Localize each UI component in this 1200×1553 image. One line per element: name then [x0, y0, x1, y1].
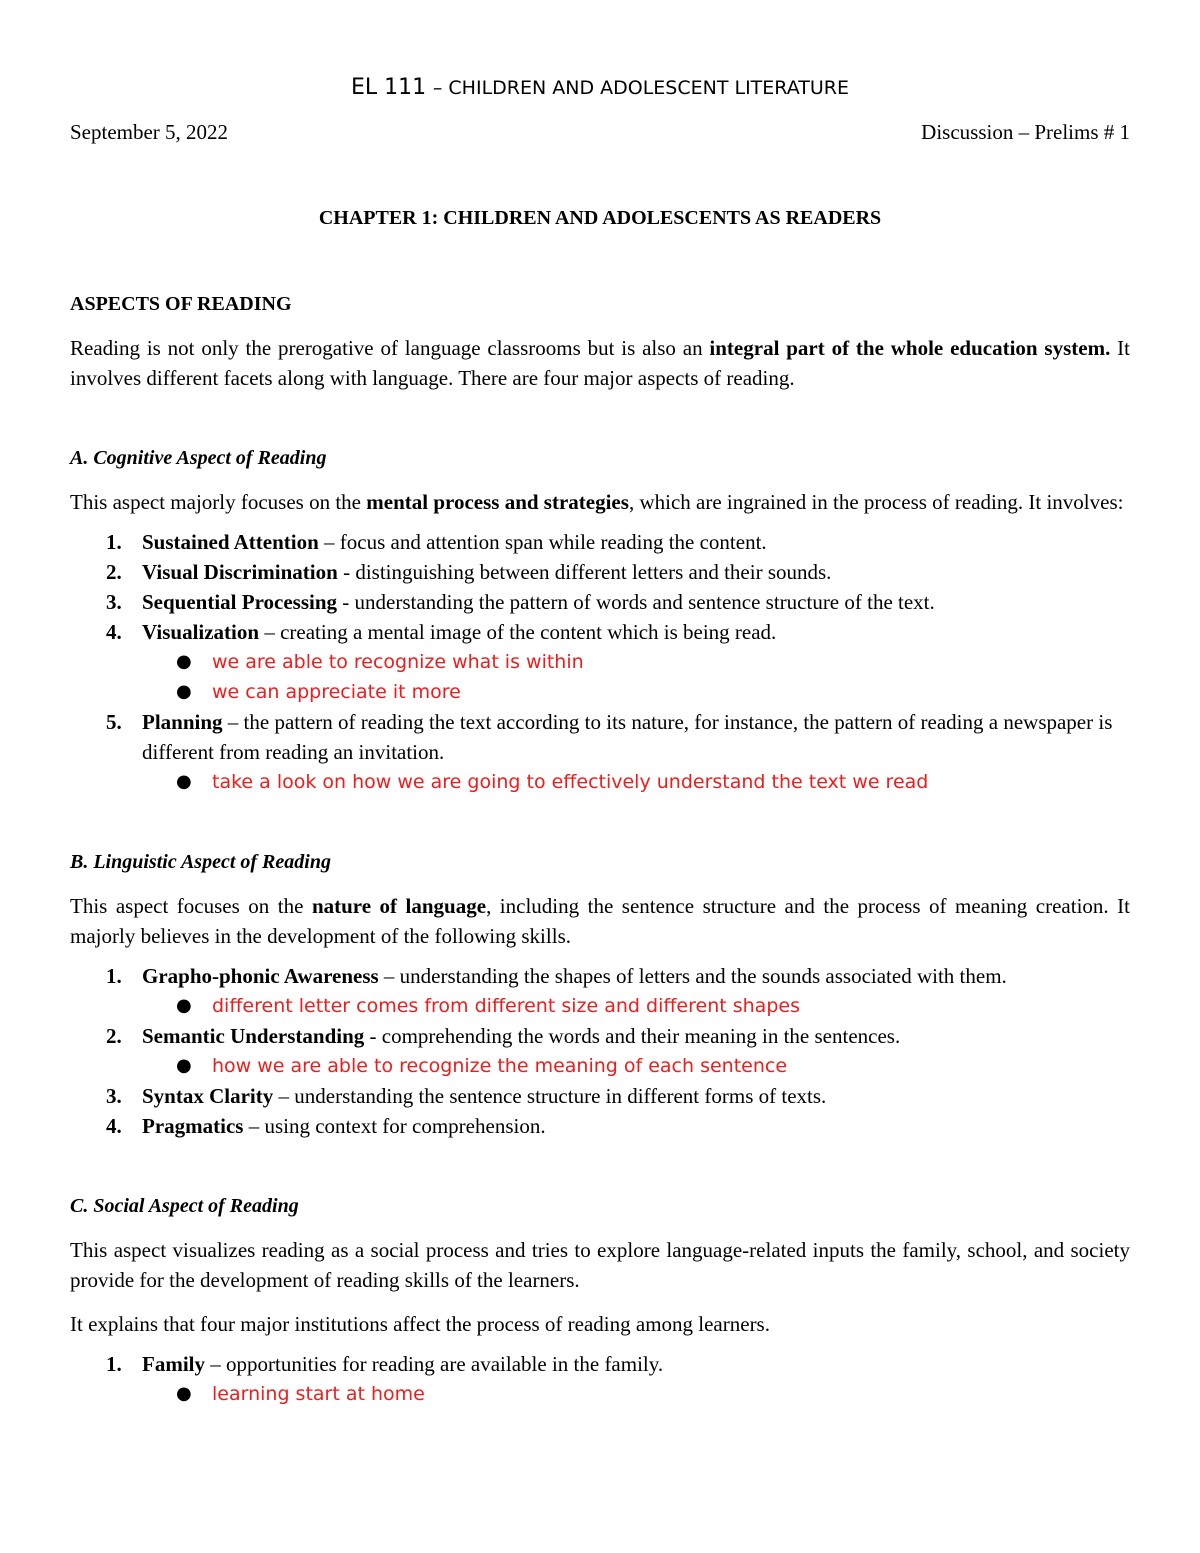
social-intro: This aspect visualizes reading as a social process and tries to explore language-related inputs the family, school, and society provide for the development of reading skills of the learners.	[70, 1238, 1130, 1292]
note-list	[142, 991, 1130, 1021]
bullet-icon: ●	[176, 995, 192, 1016]
item-description: – opportunities for reading are available in the family.	[205, 1352, 664, 1376]
aspects-intro-text: Reading is not only the prerogative of language classrooms but is also an	[70, 336, 710, 360]
linguistic-list	[70, 961, 1130, 1141]
item-term: Pragmatics	[142, 1114, 244, 1138]
note-text: we are able to recognize what is within	[212, 651, 584, 673]
course-header	[70, 70, 1130, 105]
list-item	[70, 1111, 1130, 1141]
discussion-label: Discussion – Prelims # 1	[921, 120, 1130, 144]
list-item	[70, 587, 1130, 617]
linguistic-heading: B. Linguistic Aspect of Reading	[70, 851, 331, 873]
item-description: - comprehending the words and their meaning in the sentences.	[364, 1024, 901, 1048]
course-title: – CHILDREN AND ADOLESCENT LITERATURE	[432, 77, 849, 99]
item-term: Semantic Understanding	[142, 1024, 365, 1048]
bullet-icon: ●	[176, 681, 192, 702]
list-item	[70, 1349, 1130, 1409]
cognitive-intro-text-2: , which are ingrained in the process of reading. It involves:	[628, 490, 1124, 514]
aspects-intro-text-2: It involves different facets along with language. There are four major aspects of reading.	[70, 336, 1130, 390]
item-description: – the pattern of reading the text according to its nature, for instance, the pattern of reading a newspaper is different from reading an invitation.	[142, 710, 1113, 764]
item-number: 3.	[106, 1084, 122, 1108]
aspects-intro	[70, 333, 1130, 393]
note-item	[142, 767, 1130, 797]
cognitive-intro	[70, 487, 1130, 517]
linguistic-intro-text-2: , including the sentence structure and the process of meaning creation. It majorly believes in the development of the following skills.	[70, 894, 1130, 948]
list-item	[70, 617, 1130, 707]
item-term: Sequential Processing	[142, 590, 338, 614]
item-description: – focus and attention span while reading the content.	[318, 530, 767, 554]
item-description: - understanding the pattern of words and sentence structure of the text.	[337, 590, 935, 614]
chapter-title: CHAPTER 1: CHILDREN AND ADOLESCENTS AS READERS	[318, 207, 882, 229]
document-page	[70, 70, 1130, 1409]
item-term: Grapho-phonic Awareness	[142, 964, 379, 988]
section-heading-aspects: ASPECTS OF READING	[70, 293, 292, 315]
linguistic-intro-bold: nature of language	[311, 894, 487, 918]
item-term: Visualization	[142, 620, 260, 644]
course-code: EL 111	[351, 75, 427, 100]
note-text: take a look on how we are going to effectively understand the text we read	[212, 771, 929, 793]
item-number: 2.	[106, 560, 122, 584]
item-term: Family	[142, 1352, 205, 1376]
bullet-icon: ●	[176, 1383, 192, 1404]
note-list	[142, 767, 1130, 797]
cognitive-list	[70, 527, 1130, 797]
item-term: Visual Discrimination	[142, 560, 338, 584]
item-number: 4.	[106, 620, 122, 644]
item-number: 1.	[106, 530, 122, 554]
note-item	[142, 991, 1130, 1021]
note-item	[142, 1051, 1130, 1081]
item-number: 1.	[106, 1352, 122, 1376]
list-item	[70, 1021, 1130, 1081]
note-text: learning start at home	[212, 1383, 425, 1405]
cognitive-intro-bold: mental process and strategies	[366, 490, 629, 514]
note-item	[142, 1379, 1130, 1409]
note-item	[142, 677, 1130, 707]
note-list	[142, 1051, 1130, 1081]
social-list	[70, 1349, 1130, 1409]
list-item	[70, 557, 1130, 587]
list-item	[70, 1081, 1130, 1111]
date: September 5, 2022	[70, 120, 229, 144]
list-item	[70, 527, 1130, 557]
item-description: – using context for comprehension.	[243, 1114, 546, 1138]
item-number: 1.	[106, 964, 122, 988]
bullet-icon: ●	[176, 1055, 192, 1076]
bullet-icon: ●	[176, 771, 192, 792]
item-term: Syntax Clarity	[142, 1084, 274, 1108]
item-number: 2.	[106, 1024, 122, 1048]
note-list	[142, 1379, 1130, 1409]
social-intro-2: It explains that four major institutions affect the process of reading among learners.	[70, 1312, 770, 1336]
cognitive-heading: A. Cognitive Aspect of Reading	[70, 447, 327, 469]
social-heading: C. Social Aspect of Reading	[70, 1195, 299, 1217]
aspects-intro-bold: integral part of the whole education system.	[709, 336, 1111, 360]
item-term: Planning	[142, 710, 223, 734]
item-term: Sustained Attention	[142, 530, 319, 554]
list-item	[70, 707, 1130, 797]
item-description: – creating a mental image of the content which is being read.	[259, 620, 777, 644]
item-description: - distinguishing between different letters and their sounds.	[337, 560, 832, 584]
linguistic-intro-text: This aspect focuses on the	[70, 894, 312, 918]
item-number: 5.	[106, 710, 122, 734]
note-list	[142, 647, 1130, 707]
note-text: different letter comes from different size and different shapes	[212, 995, 800, 1017]
bullet-icon: ●	[176, 651, 192, 672]
item-description: – understanding the shapes of letters and the sounds associated with them.	[378, 964, 1007, 988]
note-item	[142, 647, 1130, 677]
linguistic-intro	[70, 891, 1130, 951]
note-text: we can appreciate it more	[212, 681, 461, 703]
note-text: how we are able to recognize the meaning of each sentence	[212, 1055, 788, 1077]
cognitive-intro-text: This aspect majorly focuses on the	[70, 490, 367, 514]
item-description: – understanding the sentence structure in different forms of texts.	[273, 1084, 827, 1108]
item-number: 3.	[106, 590, 122, 614]
list-item	[70, 961, 1130, 1021]
item-number: 4.	[106, 1114, 122, 1138]
meta-row	[70, 117, 1130, 147]
